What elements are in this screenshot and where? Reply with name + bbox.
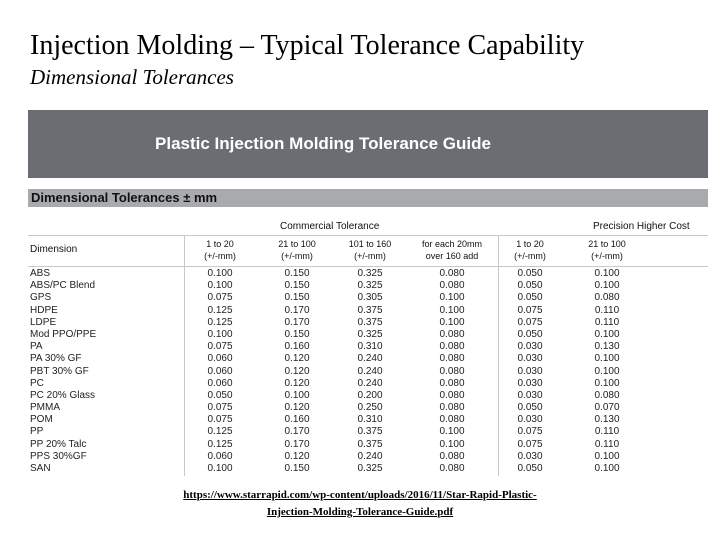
- slide-title: Injection Molding – Typical Tolerance Capability: [30, 30, 585, 61]
- banner-title: Plastic Injection Molding Tolerance Guide: [155, 134, 491, 153]
- table-row: [28, 317, 708, 329]
- tolerance-value: 0.200: [357, 389, 383, 401]
- material-name: PA 30% GF: [30, 353, 82, 365]
- tolerance-value: 0.250: [357, 402, 383, 414]
- tolerance-value: 0.030: [517, 365, 543, 377]
- tolerance-value: 0.030: [517, 341, 543, 353]
- tolerance-value: 0.100: [594, 280, 620, 292]
- material-name: GPS: [30, 292, 52, 304]
- table-row: [28, 292, 708, 304]
- tolerance-value: 0.060: [207, 377, 233, 389]
- tolerance-value: 0.125: [207, 438, 233, 450]
- tolerance-value: 0.150: [284, 268, 310, 279]
- tolerance-value: 0.075: [207, 414, 233, 426]
- tolerance-value: 0.080: [439, 268, 465, 279]
- tolerance-value: 0.100: [207, 280, 233, 292]
- tolerance-value: 0.080: [439, 402, 465, 414]
- tolerance-value: 0.120: [284, 353, 310, 365]
- tolerance-value: 0.080: [439, 365, 465, 377]
- column-header: for each 20mm over 160 add: [421, 239, 483, 261]
- tolerance-value: 0.080: [439, 341, 465, 353]
- tolerance-value: 0.075: [517, 426, 543, 438]
- tolerance-value: 0.110: [594, 438, 620, 450]
- tolerance-value: 0.110: [594, 426, 620, 438]
- tolerance-value: 0.160: [284, 341, 310, 353]
- tolerance-value: 0.080: [439, 280, 465, 292]
- table-row: [28, 463, 708, 475]
- tolerance-value: 0.240: [357, 450, 383, 462]
- tolerance-value: 0.100: [439, 292, 465, 304]
- tolerance-value: 0.310: [357, 414, 383, 426]
- tolerance-value: 0.170: [284, 438, 310, 450]
- material-name: PBT 30% GF: [30, 365, 89, 377]
- table-row: [28, 378, 708, 390]
- tolerance-value: 0.050: [517, 268, 543, 279]
- tolerance-value: 0.050: [517, 292, 543, 304]
- tolerance-value: 0.325: [357, 268, 383, 279]
- tolerance-value: 0.325: [357, 328, 383, 340]
- tolerance-value: 0.170: [284, 426, 310, 438]
- tolerance-value: 0.100: [439, 438, 465, 450]
- material-name: SAN: [30, 463, 51, 474]
- tolerance-value: 0.075: [517, 316, 543, 328]
- section-header: [28, 189, 708, 207]
- tolerance-value: 0.375: [357, 304, 383, 316]
- table-row: [28, 402, 708, 414]
- table-row: [28, 390, 708, 402]
- table-row: [28, 353, 708, 365]
- tolerance-value: 0.030: [517, 450, 543, 462]
- section-title: Dimensional Tolerances ± mm: [31, 190, 218, 205]
- tolerance-value: 0.075: [207, 341, 233, 353]
- tolerance-value: 0.170: [284, 304, 310, 316]
- material-name: PP 20% Talc: [30, 438, 87, 450]
- tolerance-value: 0.310: [357, 341, 383, 353]
- tolerance-value: 0.100: [207, 463, 233, 474]
- material-name: PC: [30, 377, 44, 389]
- dimension-header: Dimension: [30, 244, 78, 255]
- tolerance-value: 0.100: [207, 328, 233, 340]
- tolerance-value: 0.030: [517, 377, 543, 389]
- column-header: 21 to 100 (+/-mm): [588, 239, 626, 261]
- tolerance-value: 0.060: [207, 353, 233, 365]
- table-row: [28, 414, 708, 426]
- table-row: [28, 439, 708, 451]
- tolerance-value: 0.100: [594, 353, 620, 365]
- tolerance-value: 0.080: [439, 389, 465, 401]
- tolerance-value: 0.375: [357, 438, 383, 450]
- column-header: 21 to 100 (+/-mm): [278, 239, 316, 261]
- table-row: [28, 426, 708, 438]
- tolerance-value: 0.070: [594, 402, 620, 414]
- material-name: PPS 30%GF: [30, 450, 87, 462]
- tolerance-value: 0.050: [207, 389, 233, 401]
- tolerance-value: 0.100: [594, 268, 620, 279]
- guide-banner: [28, 110, 708, 178]
- tolerance-value: 0.080: [439, 377, 465, 389]
- tolerance-value: 0.080: [594, 292, 620, 304]
- tolerance-value: 0.125: [207, 316, 233, 328]
- tolerance-value: 0.075: [517, 438, 543, 450]
- table-row: [28, 329, 708, 341]
- tolerance-value: 0.080: [439, 414, 465, 426]
- tolerance-value: 0.120: [284, 377, 310, 389]
- tolerance-value: 0.100: [594, 463, 620, 474]
- tolerance-value: 0.075: [207, 292, 233, 304]
- tolerance-value: 0.050: [517, 328, 543, 340]
- material-name: PMMA: [30, 402, 60, 414]
- material-name: POM: [30, 414, 53, 426]
- tolerance-value: 0.375: [357, 426, 383, 438]
- material-name: PC 20% Glass: [30, 389, 96, 401]
- material-name: PA: [30, 341, 43, 353]
- tolerance-value: 0.080: [439, 353, 465, 365]
- tolerance-value: 0.100: [207, 268, 233, 279]
- tolerance-value: 0.080: [439, 450, 465, 462]
- tolerance-table: [28, 268, 708, 475]
- source-link-line2[interactable]: Injection-Molding-Tolerance-Guide.pdf: [266, 506, 454, 518]
- column-header: 1 to 20 (+/-mm): [204, 239, 236, 261]
- tolerance-value: 0.325: [357, 280, 383, 292]
- tolerance-value: 0.240: [357, 365, 383, 377]
- tolerance-value: 0.100: [439, 304, 465, 316]
- tolerance-value: 0.120: [284, 402, 310, 414]
- table-row: [28, 341, 708, 353]
- tolerance-value: 0.100: [594, 377, 620, 389]
- material-name: ABS/PC Blend: [30, 280, 96, 292]
- table-row: [28, 305, 708, 317]
- tolerance-value: 0.050: [517, 463, 543, 474]
- tolerance-value: 0.050: [517, 280, 543, 292]
- tolerance-value: 0.060: [207, 450, 233, 462]
- tolerance-value: 0.100: [594, 365, 620, 377]
- table-row: [28, 268, 708, 280]
- tolerance-value: 0.150: [284, 292, 310, 304]
- tolerance-value: 0.100: [594, 328, 620, 340]
- tolerance-value: 0.100: [594, 450, 620, 462]
- tolerance-value: 0.120: [284, 365, 310, 377]
- group-commercial-label: Commercial Tolerance: [280, 221, 380, 232]
- tolerance-value: 0.150: [284, 328, 310, 340]
- column-header: 1 to 20 (+/-mm): [514, 239, 546, 261]
- table-row: [28, 280, 708, 292]
- tolerance-value: 0.030: [517, 353, 543, 365]
- tolerance-value: 0.100: [284, 389, 310, 401]
- material-name: LDPE: [30, 316, 57, 328]
- source-link-line1[interactable]: https://www.starrapid.com/wp-content/uploads/2016/11/Star-Rapid-Plastic-: [183, 489, 537, 501]
- table-row: [28, 451, 708, 463]
- tolerance-value: 0.060: [207, 365, 233, 377]
- material-name: PP: [30, 426, 44, 438]
- tolerance-value: 0.110: [594, 316, 620, 328]
- tolerance-value: 0.030: [517, 389, 543, 401]
- tolerance-value: 0.030: [517, 414, 543, 426]
- material-name: HDPE: [30, 304, 58, 316]
- tolerance-value: 0.110: [594, 304, 620, 316]
- tolerance-value: 0.240: [357, 377, 383, 389]
- tolerance-value: 0.080: [439, 463, 465, 474]
- tolerance-value: 0.100: [439, 426, 465, 438]
- tolerance-value: 0.125: [207, 304, 233, 316]
- tolerance-value: 0.075: [207, 402, 233, 414]
- column-header: 101 to 160 (+/-mm): [348, 239, 392, 261]
- slide-subtitle: Dimensional Tolerances: [30, 65, 234, 89]
- tolerance-value: 0.130: [594, 414, 620, 426]
- tolerance-value: 0.150: [284, 463, 310, 474]
- tolerance-value: 0.125: [207, 426, 233, 438]
- table-row: [28, 366, 708, 378]
- tolerance-value: 0.150: [284, 280, 310, 292]
- tolerance-guide-image: [28, 110, 708, 476]
- tolerance-value: 0.100: [439, 316, 465, 328]
- tolerance-value: 0.325: [357, 463, 383, 474]
- tolerance-value: 0.305: [357, 292, 383, 304]
- group-precision-label: Precision Higher Cost: [593, 221, 690, 232]
- tolerance-value: 0.240: [357, 353, 383, 365]
- tolerance-value: 0.080: [439, 328, 465, 340]
- tolerance-value: 0.130: [594, 341, 620, 353]
- tolerance-value: 0.050: [517, 402, 543, 414]
- tolerance-value: 0.120: [284, 450, 310, 462]
- tolerance-value: 0.170: [284, 316, 310, 328]
- material-name: ABS: [30, 268, 51, 279]
- tolerance-value: 0.375: [357, 316, 383, 328]
- material-name: Mod PPO/PPE: [30, 328, 97, 340]
- tolerance-value: 0.160: [284, 414, 310, 426]
- tolerance-value: 0.075: [517, 304, 543, 316]
- tolerance-value: 0.080: [594, 389, 620, 401]
